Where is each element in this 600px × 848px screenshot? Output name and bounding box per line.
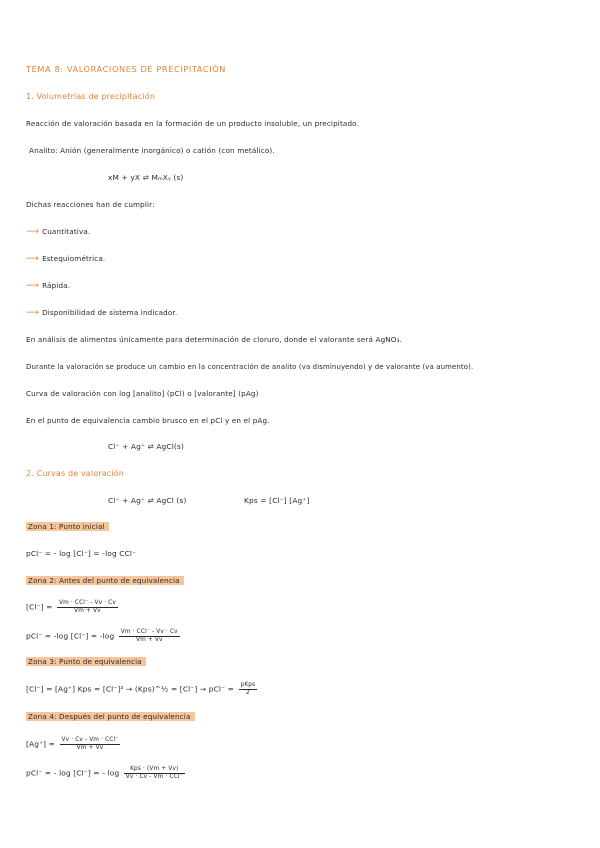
section-1-heading: 1. Volumetrías de precipitación (26, 92, 156, 101)
fraction: $\frac{\text{Kps · (Vm + Vv)}}{\text{Vv · Cv - Vm · CCl⁻}}$ (125, 766, 183, 780)
requirement-item: ⟶ Cuantitativa. (26, 227, 91, 237)
arrow-right-icon: ⟶ (26, 254, 40, 264)
paragraph: Durante la valoración se produce un cambio en la concentración de analito (va disminuyendo) y de valorante (va aumento). (26, 363, 474, 371)
fraction: $\frac{\text{Vv · Cv - Vm · CCl⁻}}{Vm + Vv}$ (61, 737, 119, 751)
fraction: $\frac{\text{Vm · CCl⁻ - Vv · Cv}}{Vm + Vv}$ (58, 600, 116, 614)
requirement-item: ⟶ Disponibilidad de sistema indicador. (26, 308, 178, 318)
requirement-item: ⟶ Rápida. (26, 281, 71, 291)
equation: Cl⁻ + Ag⁺ ⇌ AgCl (s) (108, 496, 187, 505)
zone-2-label: Zona 2: Antes del punto de equivalencia (26, 576, 184, 586)
zone-1-label: Zona 1: Punto inicial (26, 522, 109, 532)
zone-3-label: Zona 3: Punto de equivalencia (26, 657, 146, 667)
paragraph: Reacción de valoración basada en la formación de un producto insoluble, un precipitado. (26, 119, 360, 128)
paragraph: En el punto de equivalencia cambio brusco en el pCl y en el pAg. (26, 416, 270, 425)
equation: pCl⁻ = - log [Cl⁻] = -log CCl⁻ (26, 549, 137, 558)
equation: Cl⁻ + Ag⁺ ⇌ AgCl(s) (108, 442, 184, 451)
paragraph: Dichas reacciones han de cumplir: (26, 200, 155, 209)
arrow-right-icon: ⟶ (26, 308, 40, 318)
equation: [Cl⁻] = $\frac{\text{Vm · CCl⁻ - Vv · Cv}}{Vm + Vv}$ (26, 600, 116, 614)
paragraph: En análisis de alimentos únicamente para determinación de cloruro, donde el valorante será AgNO₃. (26, 335, 403, 344)
fraction: $\frac{\text{pKps}}{2}$ (240, 682, 256, 696)
equation: [Ag⁺] = $\frac{\text{Vv · Cv - Vm · CCl⁻}}{Vm + Vv}$ (26, 737, 119, 751)
fraction: $\frac{\text{Vm · CCl⁻ - Vv · Cv}}{Vm + Vv}$ (120, 629, 178, 643)
paragraph: Analito: Anión (generalmente inorgánico) o catión (con metálico). (29, 146, 275, 155)
equation: xM + yX ⇌ MₘXᵧ (s) (108, 173, 184, 182)
paragraph: Curva de valoración con log [analito] (pCl) o [valorante] (pAg) (26, 389, 259, 398)
zone-4-label: Zona 4: Después del punto de equivalencia (26, 712, 195, 722)
equation: [Cl⁻] = [Ag⁺] Kps = [Cl⁻]² → (Kps)^½ = [Cl⁻] → pCl⁻ = $\frac{\text{pKps}}{2}$ (26, 682, 256, 696)
equation: pCl⁻ = -log [Cl⁻] = -log $\frac{\text{Vm · CCl⁻ - Vv · Cv}}{Vm + Vv}$ (26, 629, 178, 643)
page-title: TEMA 8: VALORACIONES DE PRECIPITACIÓN (26, 64, 226, 74)
arrow-right-icon: ⟶ (26, 281, 40, 291)
section-2-heading: 2. Curvas de valoración (26, 469, 124, 478)
equation: Kps = [Cl⁻] [Ag⁺] (244, 496, 310, 505)
arrow-right-icon: ⟶ (26, 227, 40, 237)
requirement-item: ⟶ Estequiométrica. (26, 254, 106, 264)
equation: pCl⁻ = - log [Cl⁻] = - log $\frac{\text{Kps · (Vm + Vv)}}{\text{Vv · Cv - Vm · CCl⁻}}$ (26, 766, 183, 780)
